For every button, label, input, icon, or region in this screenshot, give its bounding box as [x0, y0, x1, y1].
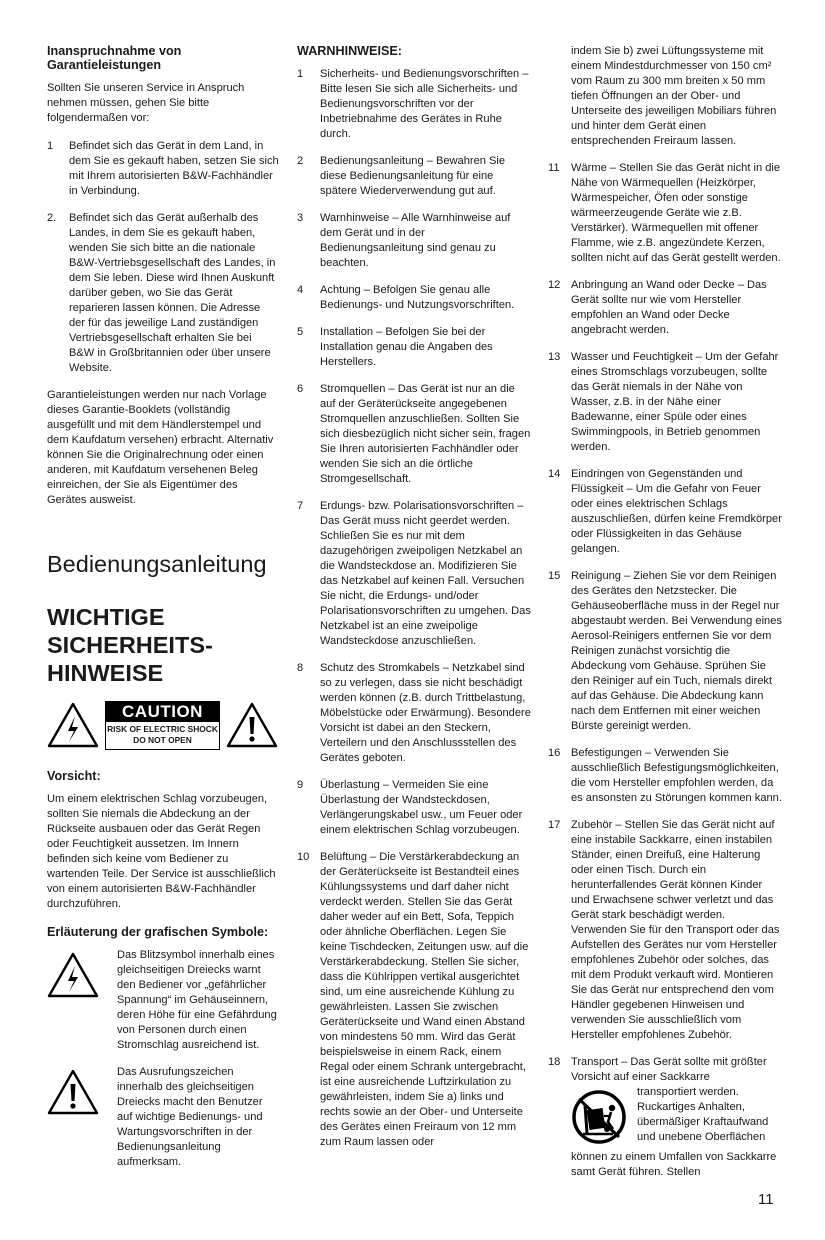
warnings-list [297, 67, 531, 1150]
exclamation-warning-icon [226, 702, 278, 748]
cart-tip-over-warning-icon [571, 1089, 627, 1145]
item-number: 11 [548, 162, 560, 174]
item-number: 7 [297, 500, 304, 512]
item-text: Schutz des Stromkabels – Netzkabel sind so zu verlegen, dass sie nicht beschädigt werden können (z.B. durch Trittbelastung, Möbelstücke oder Erwärmung). Besondere Vorsicht ist dabei an den Steckern, Verteilern und den Anschlussstellen des Gerätes geboten. [320, 662, 531, 764]
caution-text [106, 722, 219, 749]
list-item [548, 818, 782, 1043]
warranty-heading: Inanspruchnahme von Garantieleistungen [47, 44, 182, 72]
list-item [297, 382, 531, 487]
list-item [297, 67, 531, 142]
caution-box [105, 701, 220, 750]
column-1 [47, 44, 279, 1182]
column-2 [297, 44, 531, 1162]
item-18-wrap: transportiert werden. Ruckartiges Anhalten, übermäßiger Kraftaufwand und unebene Oberflächen [637, 1086, 769, 1143]
list-item [47, 139, 279, 199]
caution-line1: RISK OF ELECTRIC SHOCK [107, 723, 218, 734]
item-text: Zubehör – Stellen Sie das Gerät nicht auf eine instabile Sackkarre, einen instabilen Ständer, einen Dreifuß, eine Halterung oder einen Tisch. Durch ein herunterfallendes Gerät können Kinder und Erwachsene schwer verletzt und das Gerät stark beschädigt werden. Verwenden Sie für den Transport oder das Aufstellen des Gerätes nur vom Hersteller empfohlenes Zubehör oder solches, das mit dem Produkt verkauft wird. Montieren Sie das Gerät nur entsprechend den vom Händler gegebenen Hinweisen und verwenden Sie ausschließlich vom Hersteller empfohlenes Zubehör. [571, 819, 780, 1041]
vorsicht-text: Um einem elektrischen Schlag vorzubeugen, sollten Sie niemals die Abdeckung an der Rückseite ausbauen oder das Gerät Regen oder Feuchtigkeit aussetzen. Im Innern befinden sich keine vom Bediener zu wartenden Teile. Der Service ist ausschließlich von einem autorisierten B&W-Fachhändler durchzuführen. [47, 793, 276, 910]
list-item [548, 161, 782, 266]
item-number: 6 [297, 383, 304, 395]
item-18-end: können zu einem Umfallen von Sackkarre samt Gerät führen. Stellen [571, 1151, 777, 1178]
item-text: Warnhinweise – Alle Warnhinweise auf dem Gerät und in der Bedienungsanleitung sind genau zu beachten. [320, 212, 511, 269]
item-number: 2 [297, 155, 304, 167]
item-text: Wärme – Stellen Sie das Gerät nicht in die Nähe von Wärmequellen (Heizkörper, Wärmespeicher, Öfen oder sonstige wärmeerzeugende Geräte wie z.B. Verstärker). Wärmequellen mit offener Flamme, wie z.B. angezündete Kerzen, sollten nicht auf das Gerät gestellt werden. [571, 162, 781, 264]
exclamation-warning-icon [47, 1069, 99, 1115]
item-number: 14 [548, 468, 561, 480]
list-item [548, 278, 782, 338]
item-text: Befestigungen – Verwenden Sie ausschließlich Befestigungsmöglichkeiten, die vom Hersteller empfohlen werden, da es ansonsten zu Störungen kommen kann. [571, 747, 782, 804]
list-item [297, 661, 531, 766]
caution-line2: DO NOT OPEN [133, 734, 192, 745]
item-number: 12 [548, 279, 561, 291]
caution-heading: CAUTION [106, 702, 219, 722]
item-text: Belüftung – Die Verstärkerabdeckung an der Geräterückseite ist Bestandteil eines Kühlungssystems und darf daher nicht verdeckt werden. Stellen Sie das Gerät daher weder auf ein Bett, Sofa, Teppich oder ähnliche Oberflächen. Legen Sie keine Tischdecken, Zeitungen usw. auf die Verstärkerabdeckung. Stellen Sie sicher, dass die Kühlrippen vertikal ausgerichtet sind, um eine ausreichende Kühlung zu gewährleisten. Lassen Sie zwischen Geräterückseite und Wand einen Abstand von mindestens 50 mm. Wird das Gerät beispielsweise in einem Rack, einem Regal oder einem Schrank untergebracht, ist eine ausreichende Luftzirkulation zu gewährleisten, indem Sie a) links und rechts sowie an der Ober- und Unterseite des Gerätes einen Freiraum von 12 mm zum Raum lassen oder [320, 851, 529, 1148]
list-item [297, 325, 531, 370]
item-number: 15 [548, 570, 561, 582]
item-text: Überlastung – Vermeiden Sie eine Überlastung der Wandsteckdosen, Verlängerungskabel usw., um Feuer oder einem elektrischen Schlag vorzubeugen. [320, 779, 523, 836]
item-number: 3 [297, 212, 304, 224]
list-item [548, 569, 782, 734]
item-number: 5 [297, 326, 304, 338]
safety-title-line1: WICHTIGE [47, 604, 165, 630]
list-item [548, 746, 782, 806]
list-item [297, 283, 531, 313]
vorsicht-heading: Vorsicht: [47, 769, 101, 783]
item-number: 9 [297, 779, 304, 791]
safety-title [47, 603, 279, 687]
item-number: 1 [297, 68, 304, 80]
warranty-intro: Sollten Sie unseren Service in Anspruch nehmen müssen, gehen Sie bitte folgendermaßen vor: [47, 82, 245, 124]
warnings-list-continued [548, 161, 782, 1043]
safety-title-line3: HINWEISE [47, 660, 164, 686]
warranty-list [47, 139, 279, 376]
list-item [297, 778, 531, 838]
page-number: 11 [758, 1191, 774, 1208]
item-number: 13 [548, 351, 561, 363]
list-item [548, 350, 782, 455]
item-number: 18 [548, 1056, 561, 1068]
item-text: Sicherheits- und Bedienungsvorschriften – Bitte lesen Sie sich alle Sicherheits- und Bedienungsvorschriften vor der Inbetriebnahme des Gerätes in Ruhe durch. [320, 68, 529, 140]
item-text: Anbringung an Wand oder Decke – Das Gerät sollte nur wie vom Hersteller empfohlen an Wand oder Decke angebracht werden. [571, 279, 767, 336]
item-number: 8 [297, 662, 304, 674]
item-text: Achtung – Befolgen Sie genau alle Bedienungs- und Nutzungsvorschriften. [320, 284, 515, 311]
item-text: Wasser und Feuchtigkeit – Um der Gefahr eines Stromschlags vorzubeugen, sollte das Gerät niemals in der Nähe von Wasser, z.B. in der Nähe einer Badewanne, einer Spüle oder eines Swimmingpools, in Betrieb genommen werden. [571, 351, 779, 453]
item-text: Installation – Befolgen Sie bei der Installation genau die Angaben des Herstellers. [320, 326, 493, 368]
list-item [297, 211, 531, 271]
warnings-heading: WARNHINWEISE: [297, 44, 402, 58]
item-number: 17 [548, 819, 561, 831]
symbol-exclamation-row [47, 1065, 279, 1170]
list-item [297, 154, 531, 199]
item-text: Bedienungsanleitung – Bewahren Sie diese Bedienungsanleitung für eine spätere Wiederverwendung gut auf. [320, 155, 506, 197]
item-number: 1 [47, 140, 54, 152]
item-text: Stromquellen – Das Gerät ist nur an die auf der Geräterückseite angegebenen Stromquellen anzuschließen. Sollten Sie sich diesbezüglich nicht sicher sein, fragen Sie Ihren autorisierten Fachhändler oder wenden Sie sich an die örtliche Stromgesellschaft. [320, 383, 531, 485]
item-text: Reinigung – Ziehen Sie vor dem Reinigen des Gerätes den Netzstecker. Die Gehäuseoberfläche muss in der Regel nur abgestaubt werden. Bei Verwendung eines Aerosol-Reinigers entfernen Sie vor dem Reinigen zunächst vorsichtig die Abdeckung vom Gehäuse. Sprühen Sie den Reiniger auf ein Tuch, niemals direkt auf das Gehäuse. Die Abdeckung kann nach dem Entfernen mit einer weichen Bürste gereinigt werden. [571, 570, 782, 732]
safety-title-line2: SICHERHEITS- [47, 632, 213, 658]
list-item [297, 850, 531, 1150]
item-text: Erdungs- bzw. Polarisationsvorschriften – Das Gerät muss nicht geerdet werden. Schließen Sie es nur mit dem dazugehörigen zweipoligen Netzkabel an die Wandsteckdose an. Modifizieren Sie das Netzkabel auf keinen Fall. Versuchen Sie nicht, die Erdungs- und/oder Polarisationsvorschriften zu umgehen. Das Netzkabel ist an eine zweipolige Wandsteckdose anzuschließen. [320, 500, 531, 647]
item-text: Befindet sich das Gerät außerhalb des Landes, in dem Sie es gekauft haben, wenden Sie sich bitte an die nationale B&W-Vertriebsgesellschaft des Landes, in dem Sie leben. Diese wird Ihnen Auskunft darüber geben, wo Sie das Gerät reparieren lassen können. Die Adresse der für das jeweilige Land zuständigen Vertriebsgesellschaft erhalten Sie bei B&W in Großbritannien oder über unsere Website. [69, 212, 276, 374]
caution-label [47, 699, 279, 751]
list-item [297, 499, 531, 649]
symbol-lightning-row [47, 948, 279, 1053]
manual-title: Bedienungsanleitung [47, 551, 267, 577]
item-number: 4 [297, 284, 304, 296]
item-number: 16 [548, 747, 561, 759]
item-text: Befindet sich das Gerät in dem Land, in dem Sie es gekauft haben, setzen Sie sich mit Ihrem autorisierten B&W-Fachhändler in Verbindung. [69, 140, 279, 197]
item-10-continuation: indem Sie b) zwei Lüftungssysteme mit einem Mindestdurchmesser von 150 cm² vom Raum zu 300 mm breiten x 50 mm tiefen Öffnungen an der Ober- und Unterseite des jeweiligen Mobiliars führen und hinter dem Gerät einen entsprechenden Freiraum lassen. [571, 45, 777, 147]
list-item-18 [548, 1055, 782, 1180]
item-number: 2. [47, 212, 57, 224]
warranty-note: Garantieleistungen werden nur nach Vorlage dieses Garantie-Booklets (vollständig ausgefüllt und mit dem Händlerstempel und dem Kaufdatum versehen) erbracht. Alternativ können Sie die Originalrechnung oder einen anderen, mit Kaufdatum versehenen Beleg einreichen, der Sie als Eigentümer des Gerätes ausweist. [47, 389, 274, 506]
item-text: Eindringen von Gegenständen und Flüssigkeit – Um die Gefahr von Feuer oder eines elektrischen Schlags auszuschließen, dürfen keine Fremdkörper oder Flüssigkeiten in das Gehäuse gelangen. [571, 468, 782, 555]
item-number: 10 [297, 851, 310, 863]
list-item [548, 467, 782, 557]
column-3 [548, 44, 782, 1180]
symbol-lightning-text: Das Blitzsymbol innerhalb eines gleichseitigen Dreiecks warnt den Bediener vor „gefährlicher Spannung“ im Gehäuseinnern, deren Höhe für eine Gefährdung von Personen durch einen Stromschlag ausreichend ist. [117, 949, 277, 1051]
symbols-heading: Erläuterung der grafischen Symbole: [47, 925, 269, 939]
lightning-warning-icon [47, 952, 99, 998]
lightning-warning-icon [47, 702, 99, 748]
item-18-line1: Transport – Das Gerät sollte mit größter Vorsicht auf einer Sackkarre [571, 1056, 767, 1083]
list-item [47, 211, 279, 376]
symbol-exclamation-text: Das Ausrufungszeichen innerhalb des gleichseitigen Dreiecks macht den Benutzer auf wichtige Bedienungs- und Wartungsvorschriften in der Bedienungsanleitung aufmerksam. [117, 1066, 263, 1168]
